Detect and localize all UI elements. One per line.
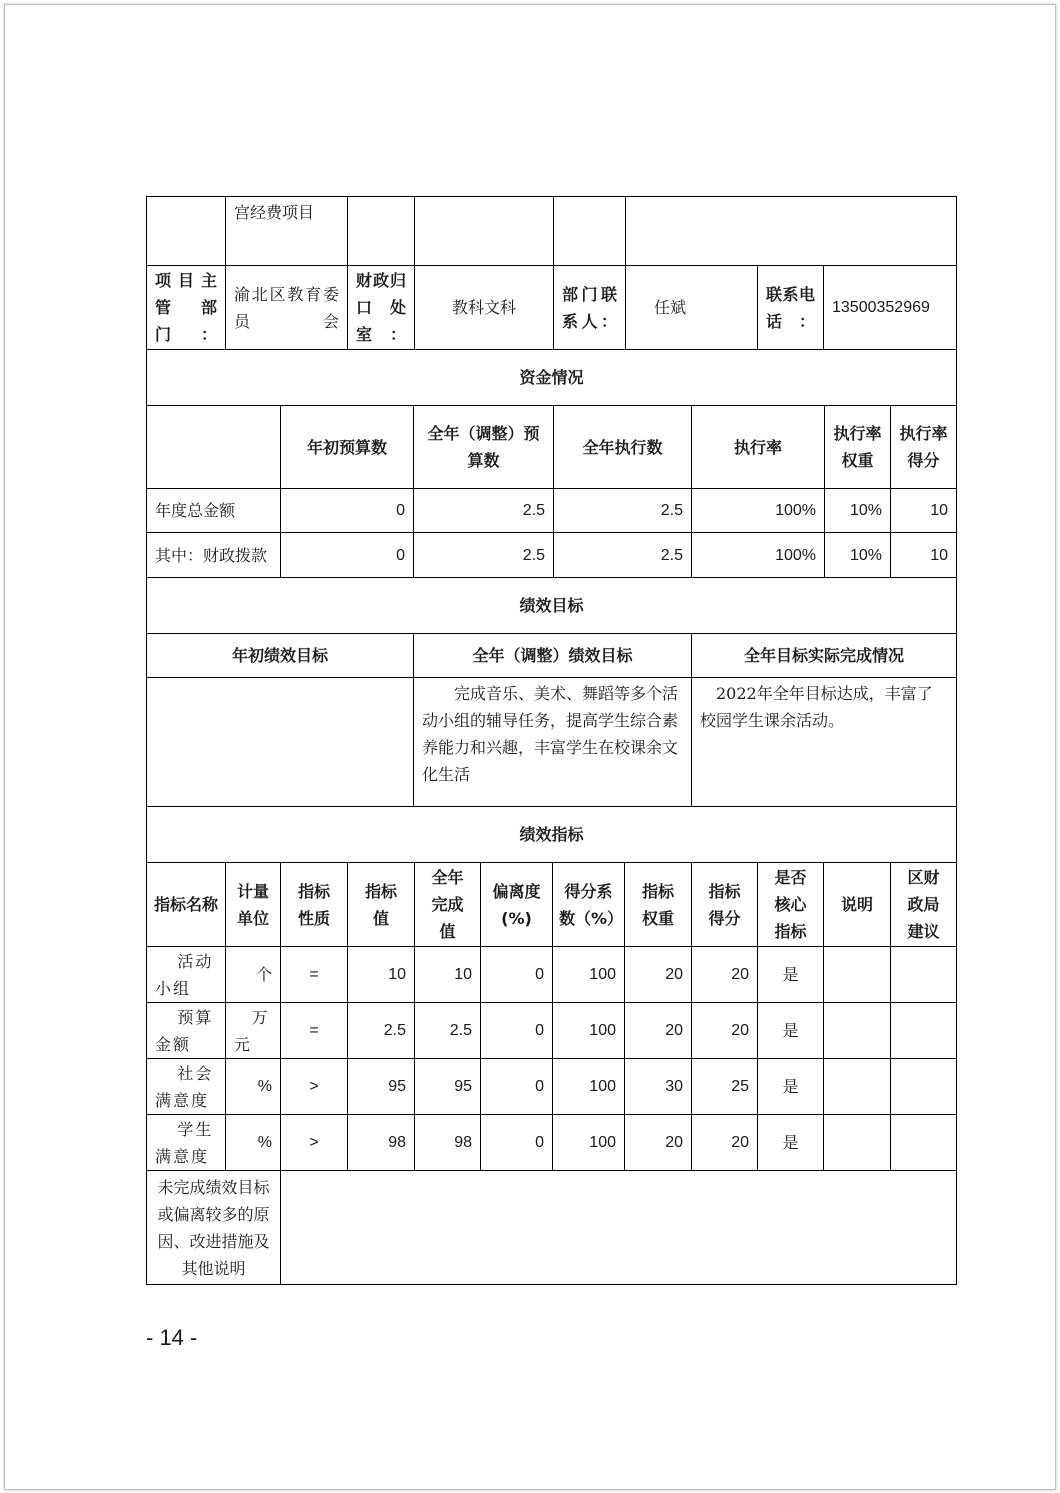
funds-header-initial-budget: 年初预算数: [280, 405, 414, 489]
ind-header-unit: 计量单位: [225, 862, 281, 947]
ind-note: [823, 1002, 891, 1059]
finance-office-label: 财政归口处室：: [347, 265, 415, 350]
funds-cell: 10%: [824, 532, 891, 578]
ind-deviation: 0: [480, 1002, 553, 1059]
ind-done: 98: [414, 1114, 481, 1171]
ind-nature: =: [280, 946, 348, 1003]
ind-score: 25: [691, 1058, 758, 1115]
document-page: [4, 4, 1056, 1490]
performance-table: [146, 196, 957, 1285]
ind-unit: %: [225, 1114, 281, 1171]
ind-score: 20: [691, 1002, 758, 1059]
ind-header-done: 全年完成值: [414, 862, 481, 947]
goals-initial-content: [146, 677, 414, 807]
ind-nature: =: [280, 1002, 348, 1059]
ind-unit: 万元: [225, 1002, 281, 1059]
funds-header-adjusted-budget: 全年（调整）预算数: [413, 405, 554, 489]
page-number: - 14 -: [146, 1325, 198, 1350]
ind-name: 学生满意度: [146, 1114, 226, 1171]
ind-done: 10: [414, 946, 481, 1003]
dept-label: 项目主管部门：: [146, 265, 226, 350]
funds-header-rate-score: 执行率得分: [890, 405, 957, 489]
goals-adjusted-content: 完成音乐、美术、舞蹈等多个活动小组的辅导任务，提高学生综合素养能力和兴趣，丰富学生在校课余文化生活: [413, 677, 692, 807]
ind-unit: %: [225, 1058, 281, 1115]
ind-deviation: 0: [480, 1114, 553, 1171]
ind-weight: 20: [624, 1114, 692, 1171]
ind-advice: [890, 1114, 957, 1171]
ind-note: [823, 1114, 891, 1171]
finance-office-value: 教科文科: [414, 265, 554, 350]
ind-name: 社会满意度: [146, 1058, 226, 1115]
ind-value: 95: [347, 1058, 415, 1115]
ind-name: 预算金额: [146, 1002, 226, 1059]
funds-row-label: 其中：财政拨款: [146, 532, 281, 578]
ind-nature: >: [280, 1058, 348, 1115]
ind-weight: 30: [624, 1058, 692, 1115]
ind-value: 10: [347, 946, 415, 1003]
ind-header-nature: 指标性质: [280, 862, 348, 947]
funds-cell: 0: [280, 488, 414, 533]
dept-value: 渝北区教育委员会: [225, 265, 348, 350]
ind-nature: >: [280, 1114, 348, 1171]
top-row-blank-cell: [553, 196, 626, 266]
funds-section-title: 资金情况: [146, 349, 957, 406]
top-row-blank-cell: [414, 196, 554, 266]
funds-header-rate-weight: 执行率权重: [824, 405, 891, 489]
funds-header-blank: [146, 405, 281, 489]
ind-header-note: 说明: [823, 862, 891, 947]
ind-note: [823, 1058, 891, 1115]
funds-cell: 2.5: [553, 488, 692, 533]
ind-header-weight: 指标权重: [624, 862, 692, 947]
ind-header-name: 指标名称: [146, 862, 226, 947]
ind-header-coef: 得分系数（%）: [552, 862, 625, 947]
ind-name: 活动小组: [146, 946, 226, 1003]
ind-weight: 20: [624, 1002, 692, 1059]
ind-core: 是: [757, 1002, 824, 1059]
goals-header-actual: 全年目标实际完成情况: [691, 633, 957, 678]
reason-value: [280, 1170, 957, 1285]
funds-cell: 10: [890, 532, 957, 578]
top-row-blank-cell: [625, 196, 957, 266]
funds-cell: 100%: [691, 488, 825, 533]
phone-label: 联系电话：: [757, 265, 824, 350]
ind-coef: 100: [552, 1002, 625, 1059]
ind-deviation: 0: [480, 946, 553, 1003]
ind-coef: 100: [552, 1058, 625, 1115]
contact-value: 任斌: [625, 265, 758, 350]
funds-cell: 0: [280, 532, 414, 578]
ind-advice: [890, 1058, 957, 1115]
funds-header-executed: 全年执行数: [553, 405, 692, 489]
ind-deviation: 0: [480, 1058, 553, 1115]
ind-header-advice: 区财政局建议: [890, 862, 957, 947]
goals-header-adjusted: 全年（调整）绩效目标: [413, 633, 692, 678]
ind-core: 是: [757, 1058, 824, 1115]
funds-row-label: 年度总金额: [146, 488, 281, 533]
ind-advice: [890, 946, 957, 1003]
funds-cell: 2.5: [553, 532, 692, 578]
funds-cell: 10: [890, 488, 957, 533]
ind-done: 95: [414, 1058, 481, 1115]
contact-label: 部门联系人：: [553, 265, 626, 350]
goals-section-title: 绩效目标: [146, 577, 957, 634]
funds-cell: 100%: [691, 532, 825, 578]
goals-header-initial: 年初绩效目标: [146, 633, 414, 678]
funds-cell: 2.5: [413, 488, 554, 533]
ind-done: 2.5: [414, 1002, 481, 1059]
ind-score: 20: [691, 946, 758, 1003]
ind-header-value: 指标值: [347, 862, 415, 947]
funds-header-execution-rate: 执行率: [691, 405, 825, 489]
project-name-tail: 宫经费项目: [225, 196, 348, 266]
goals-actual-content: 2022年全年目标达成，丰富了校园学生课余活动。: [691, 677, 957, 807]
funds-cell: 2.5: [413, 532, 554, 578]
phone-value: 13500352969: [823, 265, 957, 350]
ind-core: 是: [757, 946, 824, 1003]
ind-note: [823, 946, 891, 1003]
ind-coef: 100: [552, 946, 625, 1003]
ind-advice: [890, 1002, 957, 1059]
top-row-blank-cell: [146, 196, 226, 266]
ind-value: 98: [347, 1114, 415, 1171]
top-row-blank-cell: [347, 196, 415, 266]
ind-value: 2.5: [347, 1002, 415, 1059]
ind-header-core: 是否核心指标: [757, 862, 824, 947]
reason-label: 未完成绩效目标或偏离较多的原因、改进措施及其他说明: [146, 1170, 281, 1285]
ind-coef: 100: [552, 1114, 625, 1171]
funds-cell: 10%: [824, 488, 891, 533]
ind-core: 是: [757, 1114, 824, 1171]
ind-unit: 个: [225, 946, 281, 1003]
ind-header-score: 指标得分: [691, 862, 758, 947]
ind-weight: 20: [624, 946, 692, 1003]
indicators-section-title: 绩效指标: [146, 806, 957, 863]
ind-score: 20: [691, 1114, 758, 1171]
ind-header-deviation: 偏离度(%): [480, 862, 553, 947]
